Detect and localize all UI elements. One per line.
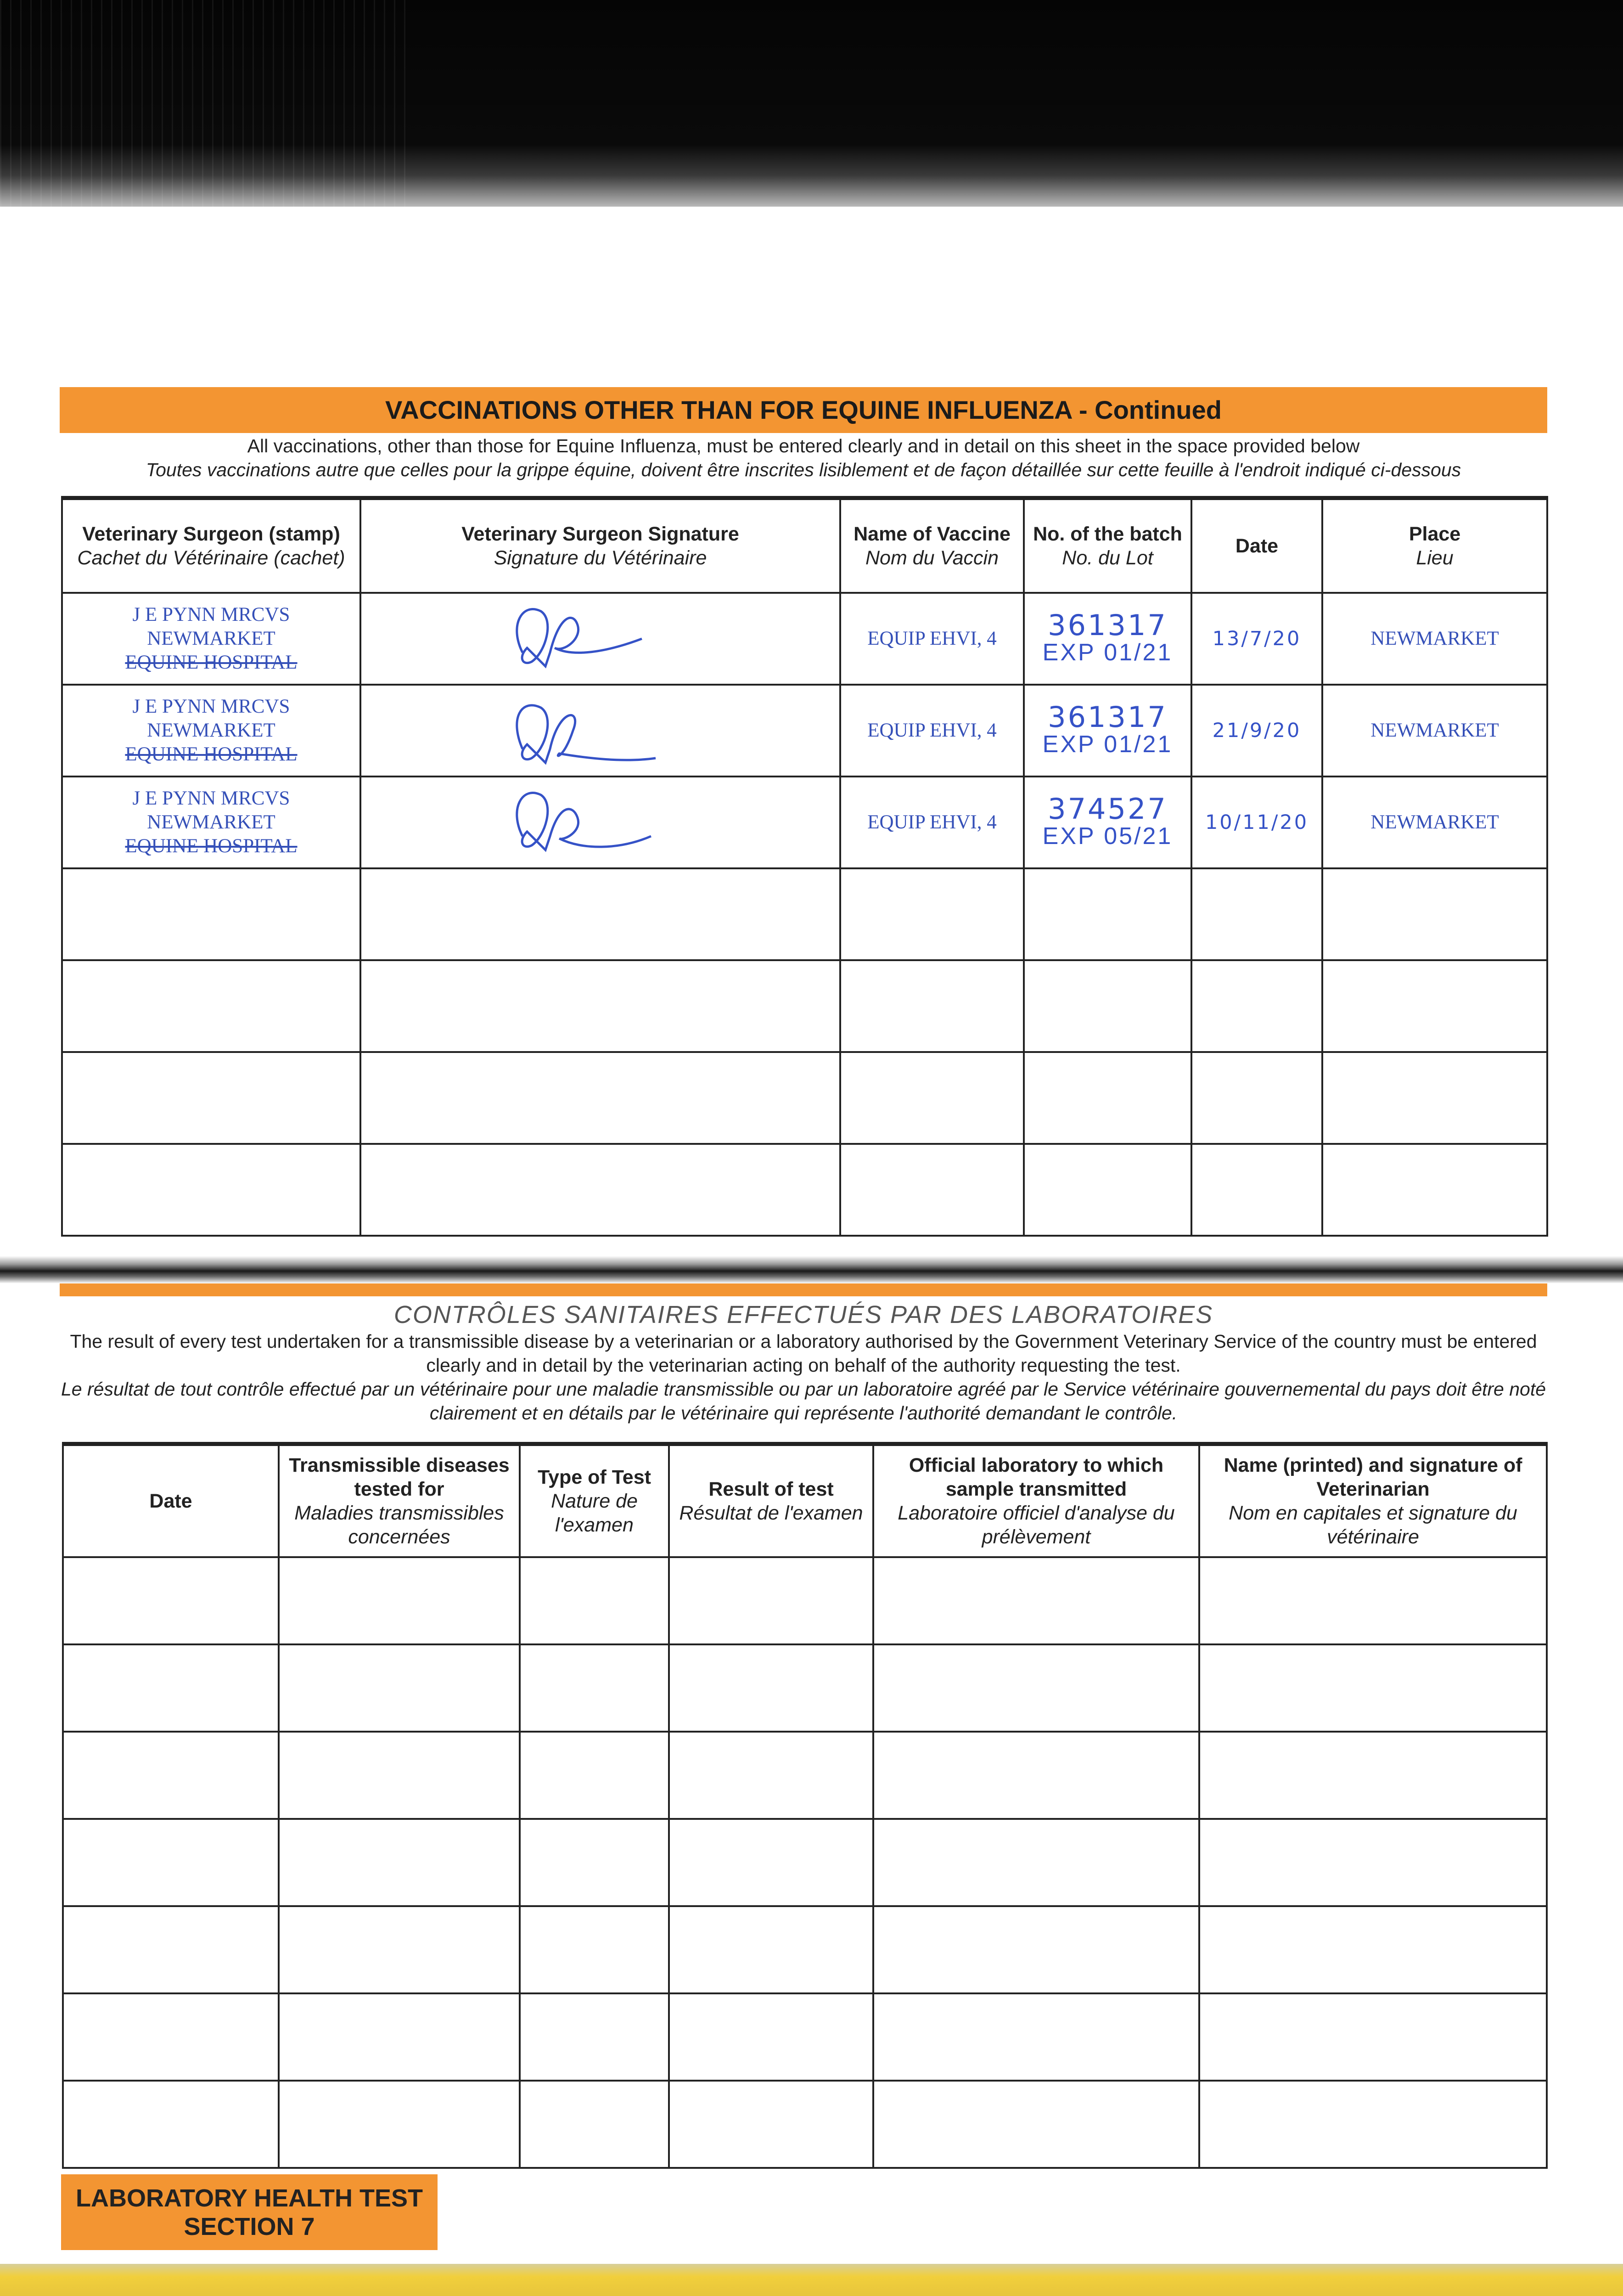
vaccine-name: EQUIP EHVI, 4 (840, 593, 1024, 685)
vaccinations-title: VACCINATIONS OTHER THAN FOR EQUINE INFLUENZA - Continued (60, 387, 1547, 433)
vaccinations-instructions (60, 434, 1547, 482)
vaccination-date: 21/9/20 (1191, 685, 1322, 777)
col-header-date: Date (1191, 498, 1322, 593)
vaccinations-table (61, 496, 1548, 1237)
vaccination-date: 13/7/20 (1191, 593, 1322, 685)
table-row (63, 1819, 1547, 1906)
table-header-row (62, 498, 1547, 593)
table-row (62, 960, 1547, 1052)
col-header-veterinarian: Name (printed) and signature of Veterinarian Nom en capitales et signature du vétérinaire (1199, 1444, 1547, 1558)
col-header-signature: Veterinary Surgeon Signature Signature du Vétérinaire (360, 498, 840, 593)
table-row (62, 868, 1547, 960)
page-fold (0, 1256, 1623, 1283)
vet-signature (360, 593, 840, 685)
batch-number: 361317 EXP 01/21 (1024, 593, 1191, 685)
col-header-laboratory: Official laboratory to which sample transmitted Laboratoire officiel d'analyse du prélèvement (873, 1444, 1199, 1558)
vaccination-place: NEWMARKET (1322, 685, 1547, 777)
col-header-date: Date (63, 1444, 279, 1558)
vet-stamp: J E PYNN MRCVS NEWMARKET EQUINE HOSPITAL (62, 777, 360, 868)
vet-stamp: J E PYNN MRCVS NEWMARKET EQUINE HOSPITAL (62, 593, 360, 685)
vet-signature (360, 685, 840, 777)
section-label-title: LABORATORY HEALTH TEST (76, 2184, 423, 2212)
page-bottom-edge (0, 2264, 1623, 2296)
table-row (63, 2081, 1547, 2168)
col-header-diseases: Transmissible diseases tested for Maladies transmissibles concernées (279, 1444, 520, 1558)
col-header-stamp: Veterinary Surgeon (stamp) Cachet du Vétérinaire (cachet) (62, 498, 360, 593)
table-row (62, 1052, 1547, 1144)
table-row (62, 593, 1547, 685)
table-row (63, 1557, 1547, 1644)
vaccination-place: NEWMARKET (1322, 593, 1547, 685)
table-row (63, 1906, 1547, 1993)
table-row (62, 1144, 1547, 1236)
laboratory-instructions (60, 1329, 1547, 1425)
section-label-number: SECTION 7 (184, 2212, 315, 2240)
col-header-test-type: Type of Test Nature de l'examen (520, 1444, 669, 1558)
section-label (61, 2174, 438, 2250)
laboratory-subtitle: CONTRÔLES SANITAIRES EFFECTUÉS PAR DES LABORATOIRES (393, 1301, 1213, 1328)
instructions-en: All vaccinations, other than those for Equine Influenza, must be entered clearly and in detail on this sheet in the space provided below (247, 435, 1360, 456)
scan-shadow (0, 0, 1623, 207)
batch-number: 361317 EXP 01/21 (1024, 685, 1191, 777)
table-row (62, 685, 1547, 777)
table-row (63, 1993, 1547, 2081)
vaccine-name: EQUIP EHVI, 4 (840, 685, 1024, 777)
vaccination-place: NEWMARKET (1322, 777, 1547, 868)
batch-number: 374527 EXP 05/21 (1024, 777, 1191, 868)
col-header-vaccine: Name of Vaccine Nom du Vaccin (840, 498, 1024, 593)
vaccine-name: EQUIP EHVI, 4 (840, 777, 1024, 868)
table-row (62, 777, 1547, 868)
instructions-en: The result of every test undertaken for a transmissible disease by a veterinarian or a laboratory authorised by the Government Veterinary Service of the country must be entered clearly and in detail by the veterinarian acting on behalf of the authority requesting the test. (70, 1331, 1537, 1376)
vet-signature (360, 777, 840, 868)
col-header-result: Result of test Résultat de l'examen (669, 1444, 873, 1558)
instructions-fr: Toutes vaccinations autre que celles pour la grippe équine, doivent être inscrites lisiblement et de façon détaillée sur cette feuille à l'endroit indiqué ci-dessous (146, 459, 1461, 480)
col-header-batch: No. of the batch No. du Lot (1024, 498, 1191, 593)
laboratory-table (62, 1442, 1548, 2169)
vet-stamp: J E PYNN MRCVS NEWMARKET EQUINE HOSPITAL (62, 685, 360, 777)
col-header-place: Place Lieu (1322, 498, 1547, 593)
table-header-row (63, 1444, 1547, 1558)
instructions-fr: Le résultat de tout contrôle effectué par un vétérinaire pour une maladie transmissible ou par un laboratoire agréé par le Service vétérinaire gouvernemental du pays doit être noté clairement et en détails par le vétérinaire qui représente l'authorité demandant le contrôle. (61, 1379, 1546, 1424)
table-row (63, 1644, 1547, 1732)
table-row (63, 1732, 1547, 1819)
vaccination-date: 10/11/20 (1191, 777, 1322, 868)
